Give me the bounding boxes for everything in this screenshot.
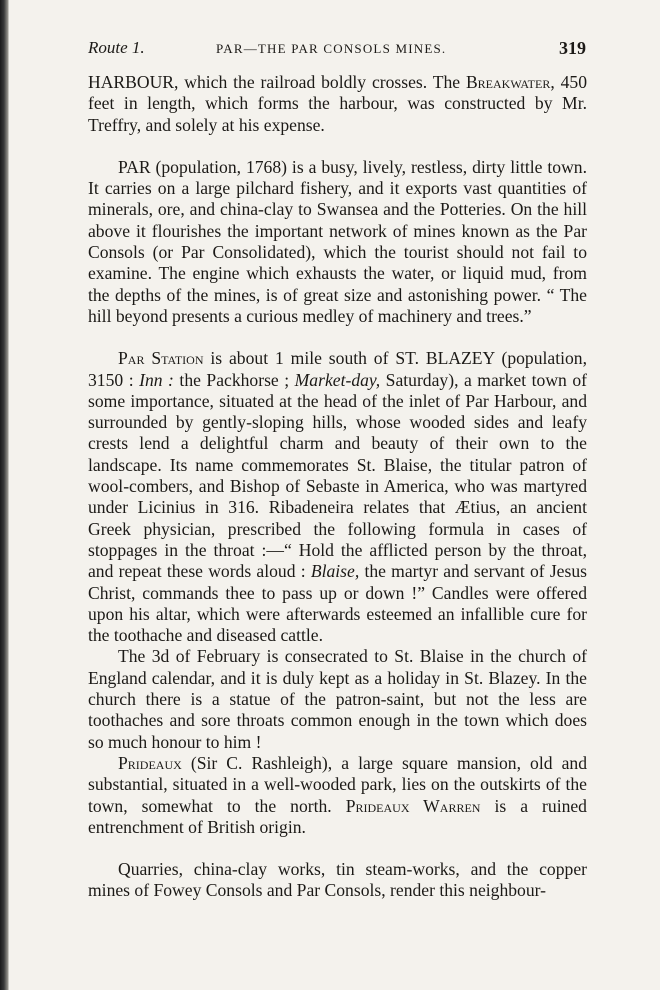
breakwater-term: Breakwater [465, 72, 551, 92]
paragraph-prideaux: Prideaux (Sir C. Rashleigh), a large square mansion, old and substantial, situated in a well-wooded park, lies on the outskirts of the town, somewhat to the north. Prideaux Warren is a ruined entrenchment of British origin. [88, 752, 587, 837]
page-number: 319 [559, 38, 586, 58]
prideaux-term: Prideaux [118, 752, 182, 773]
paragraph-quarries: Quarries, china-clay works, tin steam-works, and the copper mines of Fowey Consols and Par Consols, render this neighbour- [88, 859, 587, 901]
prideaux-warren-term: Prideaux Warren [345, 795, 481, 816]
paragraph-st-blazey: Par Station is about 1 mile south of ST. BLAZEY (population, 3150 : Inn : the Packhorse ; Market-day, Saturday), a market town of some importance, situated at the head of the inlet of Par Harbour, and surrounded by gently-sloping hills, whose wooded sides and leafy crests lend a delightful charm and beauty of their own to the landscape. Its name commemorates St. Blaise, the titular patron of wool-combers, and Bishop of Sebaste in America, who was martyred under Licinius in 316. Ribadeneira relates that Ætius, an ancient Greek physician, prescribed the following formula in cases of stoppages in the throat :—“ Hold the afflicted person by the throat, and repeat these words aloud : Blaise, the martyr and servant of Jesus Christ, commands thee to pass up or down !” Candles were offered upon his altar, which were afterwards esteemed an infallible cure for the toothache and diseased cattle. [88, 348, 587, 646]
par-station-term: Par Station [118, 348, 204, 369]
paragraph-february: The 3d of February is consecrated to St. Blaise in the church of England calendar, and it is duly kept as a holiday in St. Blazey. In the church there is a statue of the patron-saint, but not the less are toothaches and sore throats common enough in the town which does so much honour to him ! [88, 646, 587, 752]
running-header [88, 38, 586, 60]
binding-edge [0, 0, 9, 990]
running-title: PAR—THE PAR CONSOLS MINES. [216, 41, 447, 56]
paragraph-par: PAR (population, 1768) is a busy, lively, restless, dirty little town. It carries on a large pilchard fishery, and it exports vast quantities of minerals, ore, and china-clay to Swansea and the Potteries. On the hill above it flourishes the important network of mines known as the Par Consols (or Par Consolidated), which the tourist should not fail to examine. The engine which exhausts the water, or liquid mud, from the depths of the mines, is of great size and astonishing power. “ The hill beyond presents a curious medley of machinery and trees.” [88, 156, 587, 326]
page-body [88, 72, 587, 902]
paragraph-harbour: HARBOUR, which the railroad boldly crosses. The Breakwater, 450 feet in length, which forms the harbour, was constructed by Mr. Treffry, and solely at his expense. [88, 72, 588, 135]
route-label: Route 1. [88, 38, 145, 57]
